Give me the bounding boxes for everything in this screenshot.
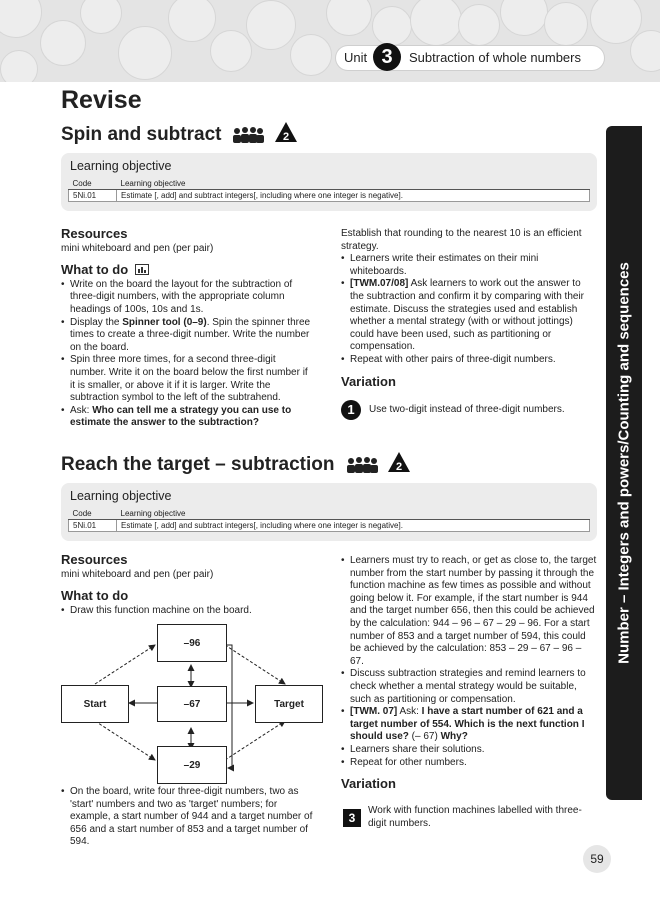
resources-heading: Resources bbox=[61, 226, 128, 241]
section2-steps-left bbox=[61, 605, 314, 618]
decor-circle bbox=[0, 50, 38, 82]
list-item: • Display the Spinner tool (0–9). Spin the spinner three times to create a three-digit number. Write the number on the board. bbox=[61, 317, 314, 355]
objective-text: Estimate [, add] and subtract integers[, including where one integer is negative]. bbox=[117, 190, 590, 202]
learning-objective-box bbox=[61, 483, 597, 541]
variation-heading: Variation bbox=[341, 776, 396, 792]
strategy-text: Establish that rounding to the nearest 10 is an efficient strategy. bbox=[341, 228, 582, 252]
learning-objective-heading: Learning objective bbox=[70, 159, 172, 173]
function-box-middle: –67 bbox=[157, 686, 227, 722]
decor-circle bbox=[80, 0, 122, 34]
list-item: • Repeat for other numbers. bbox=[341, 757, 597, 770]
group-work-icon bbox=[345, 456, 379, 474]
learning-objective-box bbox=[61, 153, 597, 211]
list-item: • Draw this function machine on the board. bbox=[61, 605, 314, 618]
variation-number-badge: 3 bbox=[343, 809, 361, 827]
list-item: • Repeat with other pairs of three-digit numbers. bbox=[341, 354, 595, 367]
what-to-do-heading: What to do bbox=[61, 588, 129, 604]
decor-circle bbox=[290, 34, 332, 76]
decor-circle bbox=[544, 2, 588, 46]
side-tab bbox=[606, 126, 642, 800]
variation-heading: Variation bbox=[341, 373, 396, 389]
difficulty-triangle-icon bbox=[387, 451, 411, 473]
section1-right-column bbox=[341, 228, 595, 390]
target-box: Target bbox=[255, 685, 323, 723]
section2-right-column bbox=[341, 555, 597, 793]
page-number: 59 bbox=[583, 845, 611, 873]
section1-steps-left bbox=[61, 279, 314, 430]
list-item: • Spin three more times, for a second three-digit number. Write it on the board below the first number if it is smaller, or above it if it is larger. Write the subtraction symbol to the left of the subtrahend. bbox=[61, 354, 314, 404]
list-item: • [TWM. 07] Ask: I have a start number of 621 and a target number of 554. Which is the next function I should use? (– 67) Why? bbox=[341, 706, 597, 744]
section-title-spin-and-subtract: Spin and subtract bbox=[61, 124, 222, 145]
decor-circle bbox=[210, 30, 252, 72]
list-item: • Learners must try to reach, or get as close to, the target number from the start number by passing it through the function machine as few times as possible and without going below it. For example, if the start number is 944 and the target number 656, then this could be achieved by the calculation: 944 – 96 – 67 – 29 – 96. For a start number of 853 and a target number of 594, this could be achieved by the calculation: 853 – 29 – 67 – 96 – 67. bbox=[341, 555, 597, 668]
learning-objective-heading: Learning objective bbox=[70, 489, 172, 503]
section1-left-column bbox=[61, 228, 314, 430]
learning-objective-table bbox=[68, 178, 590, 202]
list-item: • On the board, write four three-digit numbers, two as 'start' numbers and two as 'target' numbers; for example, a start number of 944 and a target number of 656 and a start number of 853 and a target number of 594. bbox=[61, 786, 317, 849]
unit-number: 3 bbox=[373, 43, 401, 71]
resources-text: mini whiteboard and pen (per pair) bbox=[61, 568, 214, 580]
learning-objective-table bbox=[68, 508, 590, 532]
decor-circle bbox=[458, 4, 500, 46]
decor-circle bbox=[372, 6, 412, 46]
difficulty-level: 2 bbox=[395, 461, 403, 473]
col-code: Code bbox=[69, 178, 117, 190]
side-tab-label: Number – Integers and powers/Counting and sequences bbox=[615, 262, 633, 664]
difficulty-triangle-icon bbox=[274, 121, 298, 143]
what-to-do-heading: What to do bbox=[61, 264, 314, 277]
list-item: • Learners write their estimates on their mini whiteboards. bbox=[341, 253, 595, 278]
decor-circle bbox=[500, 0, 548, 36]
section2-steps-right bbox=[341, 555, 597, 769]
section2-left-column bbox=[61, 554, 314, 617]
decor-circle bbox=[630, 30, 660, 72]
list-item: • Learners share their solutions. bbox=[341, 744, 597, 757]
col-objective: Learning objective bbox=[117, 178, 590, 190]
decor-circle bbox=[326, 0, 372, 36]
unit-banner bbox=[336, 46, 604, 70]
list-item: • Discuss subtraction strategies and remind learners to check whether a mental strategy would be suitable, such as partitioning or compensation. bbox=[341, 668, 597, 706]
function-box-bottom: –29 bbox=[157, 746, 227, 784]
section-title-reach-the-target: Reach the target – subtraction bbox=[61, 454, 335, 475]
variation-number-badge: 1 bbox=[341, 400, 361, 420]
decor-circle bbox=[410, 0, 462, 46]
resources-text: mini whiteboard and pen (per pair) bbox=[61, 242, 214, 254]
function-box-top: –96 bbox=[157, 624, 227, 662]
section1-steps-right bbox=[341, 253, 595, 366]
start-box: Start bbox=[61, 685, 129, 723]
list-item: • [TWM.07/08] Ask learners to work out the answer to the subtraction and confirm it by comparing with their estimate. Discuss the strategies used and establish whether a mental strategy (with or without jottings) could have been used, such as partitioning or compensation. bbox=[341, 278, 595, 354]
difficulty-level: 2 bbox=[282, 131, 290, 143]
variation-text: Work with function machines labelled with three-digit numbers. bbox=[368, 805, 582, 829]
section2-left-column-continued bbox=[61, 786, 317, 849]
unit-title: Subtraction of whole numbers bbox=[409, 50, 581, 65]
col-objective: Learning objective bbox=[117, 508, 590, 520]
objective-text: Estimate [, add] and subtract integers[, including where one integer is negative]. bbox=[117, 520, 590, 532]
section2-steps-left-continued bbox=[61, 786, 317, 849]
group-work-icon bbox=[231, 126, 265, 144]
decor-circle bbox=[40, 20, 86, 66]
variation-text: Use two-digit instead of three-digit numbers. bbox=[369, 404, 565, 415]
list-item: • Write on the board the layout for the subtraction of three-digit numbers, with the appropriate column headings of 100s, 10s and 1s. bbox=[61, 279, 314, 317]
list-item: • Ask: Who can tell me a strategy you can use to estimate the answer to the subtraction? bbox=[61, 405, 314, 430]
col-code: Code bbox=[69, 508, 117, 520]
objective-code: 5Ni.01 bbox=[69, 520, 117, 532]
interactive-tool-icon bbox=[135, 264, 149, 275]
page-heading: Revise bbox=[61, 86, 142, 114]
unit-label: Unit bbox=[344, 50, 368, 65]
resources-heading: Resources bbox=[61, 552, 128, 567]
decor-circle bbox=[118, 26, 172, 80]
decor-circle bbox=[0, 0, 42, 38]
decor-circle bbox=[168, 0, 216, 42]
decor-circle bbox=[246, 0, 296, 50]
objective-code: 5Ni.01 bbox=[69, 190, 117, 202]
